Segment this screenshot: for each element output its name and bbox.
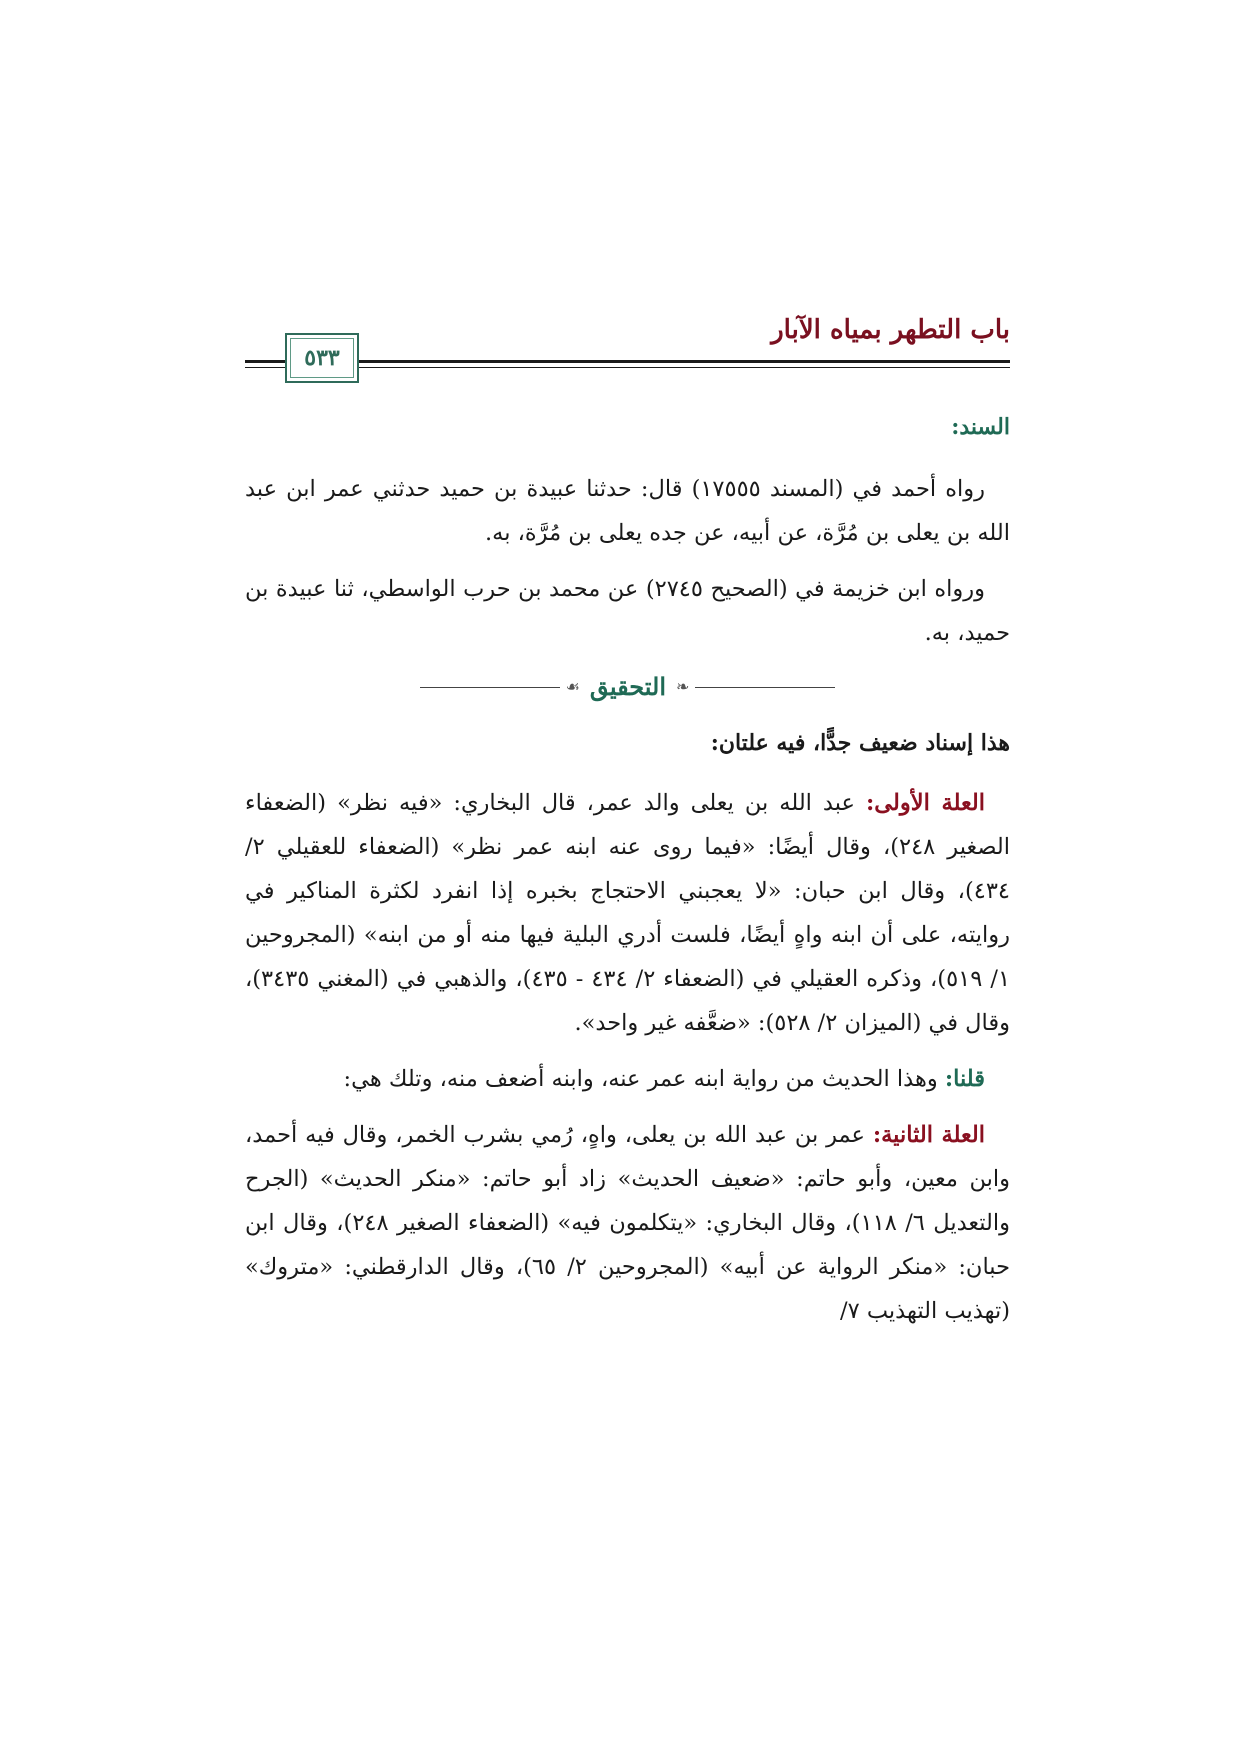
page-number-frame (285, 333, 359, 383)
sanad-paragraph-1: رواه أحمد في (المسند ١٧٥٥٥) قال: حدثنا عبيدة بن حميد حدثني عمر ابن عبد الله بن يعلى بن مُرَّة، عن أبيه، عن جده يعلى بن مُرَّة، به. (245, 476, 1010, 546)
sanad-paragraph-2: ورواه ابن خزيمة في (الصحيح ٢٧٤٥) عن محمد بن حرب الواسطي، ثنا عبيدة بن حميد، به. (245, 576, 1010, 646)
divider-line-right (695, 687, 835, 688)
qulna-label: قلنا: (944, 1066, 985, 1092)
ornament-icon: ❧ (676, 677, 690, 696)
header-rule-thick (245, 360, 1010, 363)
illa2-paragraph (245, 1113, 1010, 1333)
tahqiq-divider (245, 667, 1010, 707)
qulna-paragraph (245, 1057, 1010, 1101)
illa2-text: عمر بن عبد الله بن يعلى، واهٍ، رُمي بشرب الخمر، وقال فيه أحمد، وابن معين، وأبو حاتم: «ضعيف الحديث» زاد أبو حاتم: «منكر الحديث» (الجرح والتعديل ٦/ ١١٨)، وقال البخاري: «يتكلمون فيه» (الضعفاء الصغير ٢٤٨)، وقال ابن حبان: «منكر الرواية عن أبيه» (المجروحين ٢/ ٦٥)، وقال الدارقطني: «متروك» (تهذيب التهذيب ٧/ (245, 1122, 1011, 1324)
illa1-paragraph (245, 781, 1010, 1045)
page-number: ٥٣٣ (304, 345, 340, 371)
illa1-label: العلة الأولى: (865, 790, 985, 816)
page-body (245, 405, 1010, 1345)
tahqiq-title: التحقيق (589, 672, 667, 701)
chapter-title: باب التطهر بمياه الآبار (771, 315, 1010, 345)
qulna-text: وهذا الحديث من رواية ابنه عمر عنه، وابنه أضعف منه، وتلك هي: (343, 1066, 945, 1092)
page-header (245, 305, 1010, 385)
tahqiq-summary: هذا إسناد ضعيف جدًّا، فيه علتان: (710, 730, 1010, 756)
illa1-text: عبد الله بن يعلى والد عمر، قال البخاري: «فيه نظر» (الضعفاء الصغير ٢٤٨)، وقال أيضًا: «فيما روى عنه ابنه عمر نظر» (الضعفاء للعقيلي ٢/ ٤٣٤)، وقال ابن حبان: «لا يعجبني الاحتجاج بخبره إذا انفرد لكثرة المناكير في روايته، على أن ابنه واهٍ أيضًا، فلست أدري البلية فيها منه أو من ابنه» (المجروحين ١/ ٥١٩)، وذكره العقيلي في (الضعفاء ٢/ ٤٣٤ - ٤٣٥)، والذهبي في (المغني ٣٤٣٥)، وقال في (الميزان ٢/ ٥٢٨): «ضعَّفه غير واحد». (245, 790, 1011, 1036)
sanad-heading: السند: (951, 414, 1010, 440)
header-rule-thin (245, 367, 1010, 368)
illa2-label: العلة الثانية: (872, 1122, 985, 1148)
divider-line-left (420, 687, 560, 688)
ornament-icon: ☙ (565, 677, 580, 696)
